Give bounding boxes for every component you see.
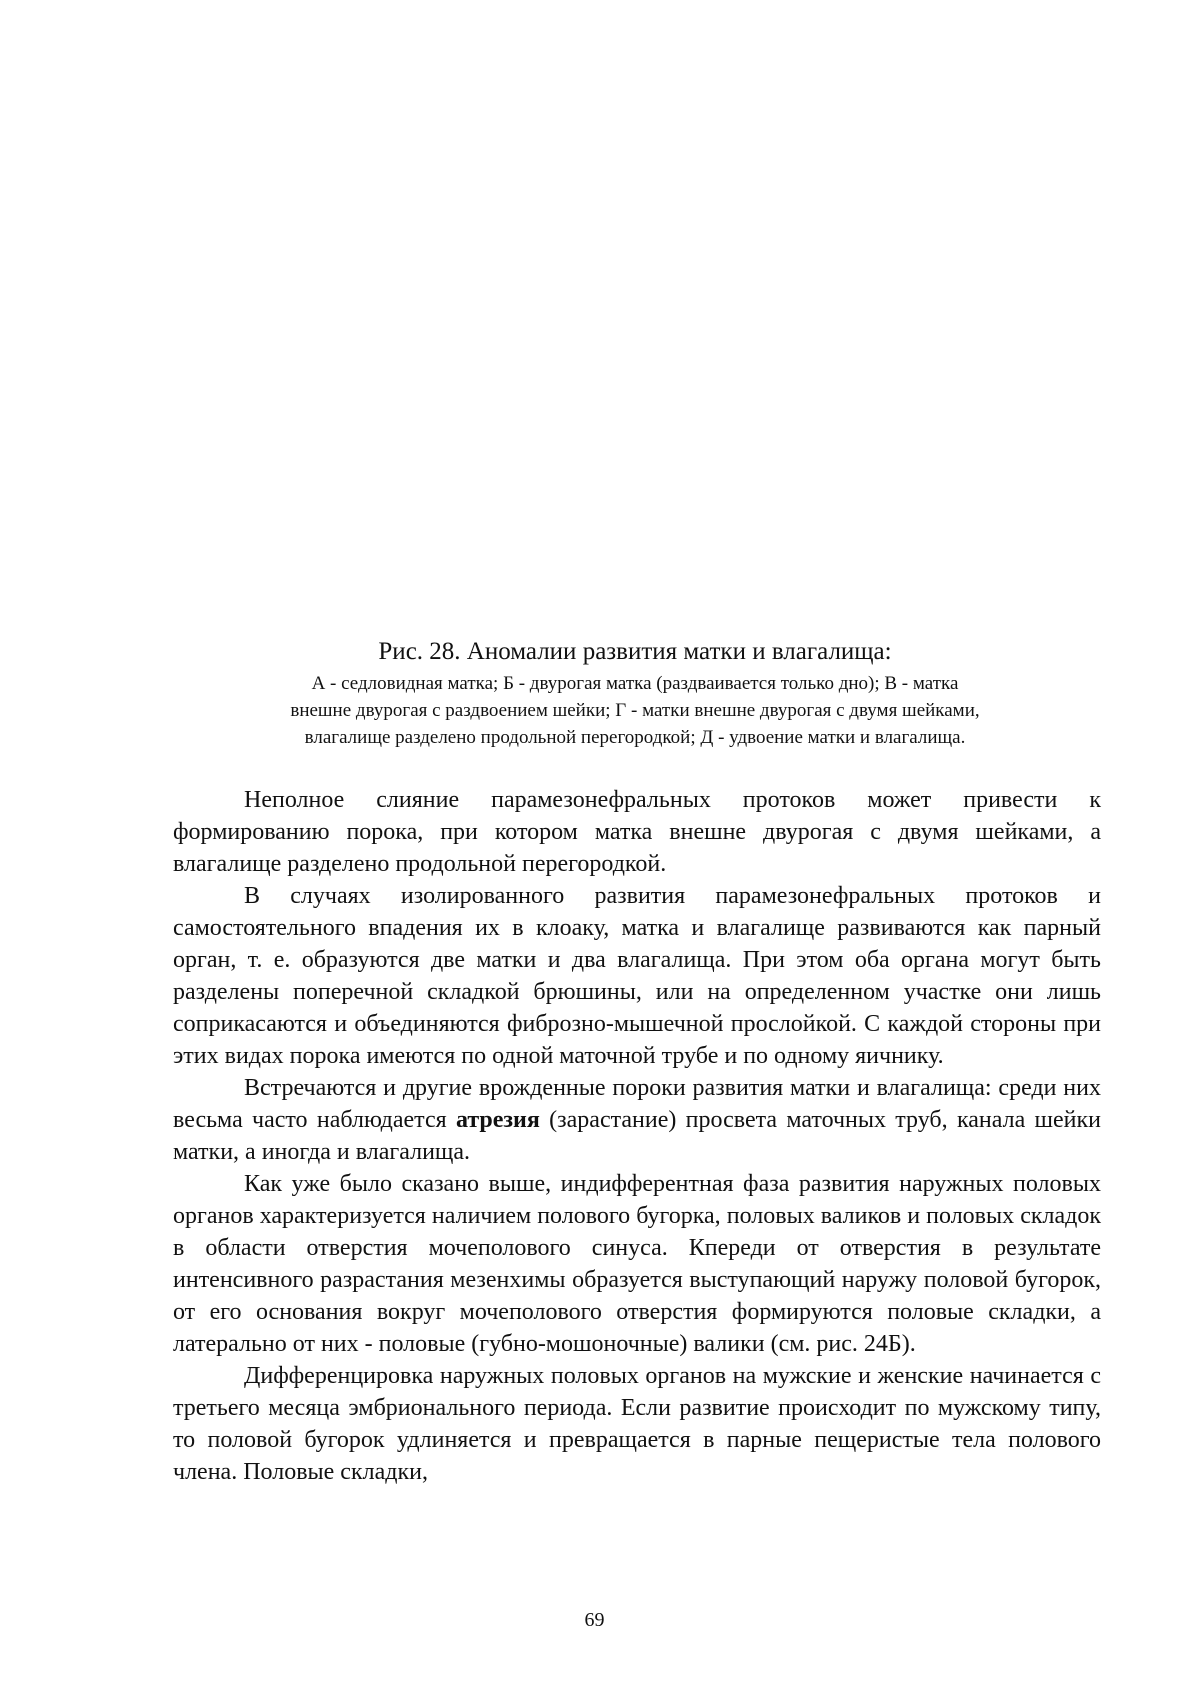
paragraph: Как уже было сказано выше, индифферентная фаза развития наружных половых органов характеризуется наличием полового бугорка, половых валиков и половых складок в области отверстия мочеполового синуса. Кпереди от отверстия в результате интенсивного разрастания мезенхимы образуется выступающий наружу половой бугорок, от его основания вокруг мочеполового отверстия формируются половые складки, а латерально от них - половые (губно-мошоночные) валики (см. рис. 24Б).: [173, 1171, 1101, 1357]
caption-legend-line: А - седловидная матка; Б - двурогая матка (раздваивается только дно); В - матка: [311, 673, 959, 694]
bold-term: атрезия: [455, 1107, 540, 1133]
page-number: 69: [584, 1609, 605, 1631]
paragraph: [173, 1072, 1101, 1168]
paragraph: В случаях изолированного развития парамезонефральных протоков и самостоятельного впадения их в клоаку, матка и влагалище развиваются как парный орган, т. е. образуются две матки и два влагалища. При этом оба органа могут быть разделены поперечной складкой брюшины, или на определенном участке они лишь соприкасаются и объединяются фиброзно-мышечной прослойкой. С каждой стороны при этих видах порока имеются по одной маточной трубе и по одному яичнику.: [173, 883, 1101, 1069]
paragraph: Неполное слияние парамезонефральных протоков может привести к формированию порока, при котором матка внешне двурогая с двумя шейками, а влагалище разделено продольной перегородкой.: [173, 787, 1101, 877]
paragraph: Дифференцировка наружных половых органов на мужские и женские начинается с третьего месяца эмбрионального периода. Если развитие происходит по мужскому типу, то половой бугорок удлиняется и превращается в парные пещеристые тела полового члена. Половые складки,: [173, 1363, 1101, 1485]
paragraph-text: (зарастание) просвета маточных труб, канала шейки матки, а иногда и влагалища.: [173, 1107, 1102, 1165]
figure-caption: [180, 636, 1090, 751]
caption-legend: [180, 670, 1090, 751]
caption-legend-line: влагалище разделено продольной перегородкой; Д - удвоение матки и влагалища.: [304, 727, 966, 748]
paragraph-text: Встречаются и другие врожденные пороки развития матки и влагалища: среди них весьма часто наблюдается: [173, 1075, 1101, 1133]
caption-legend-line: внешне двурогая с раздвоением шейки; Г - матки внешне двурогая с двумя шейками,: [290, 700, 980, 721]
body-text: [173, 784, 1101, 1488]
caption-title: Рис. 28. Аномалии развития матки и влагалища:: [378, 638, 892, 665]
figure-area: [170, 80, 1110, 620]
